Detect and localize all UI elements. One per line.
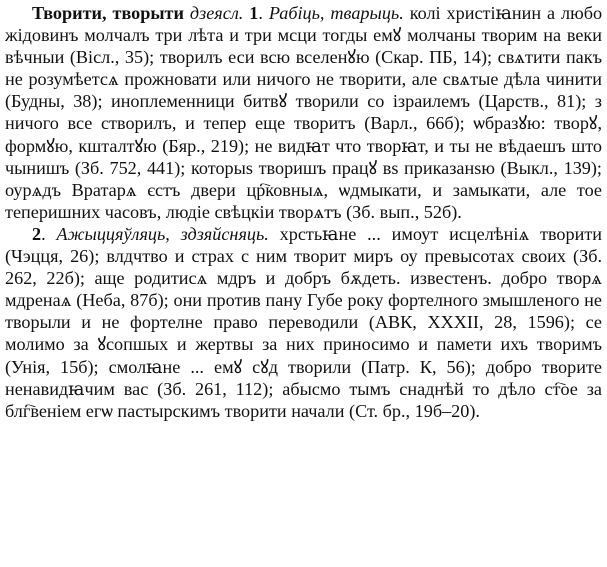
sense-1-paragraph: Творити, творыти дзеясл. 1. Рабіць, тварыць. колі христіꙗнин а любо жідовинъ молчалъ три лѣта и три мсци тогды емꙋ молчаны творим на веки вѣчныи (Вісл., 35); творилъ еси всю вселенꙋю (Скар. ПБ, 14); свѧтити пакъ не розумѣетсѧ прожновати или ничого не творити, але свѧтые дѣла чинити (Будны, 38); иноплеменници битвꙋ творили со ізраилемъ (Царств., 81); з ничого все створилъ, и тепер еще творитъ (Варл., 66б); ѡбразꙋю: творꙋ, формꙋю, кшталтꙋю (Бяр., 219); не видꙗт что творꙗт, и ты не вѣдаешъ што чынишъ (Зб. 752, 441); которыѕ творишъ працꙋ вѕ приказанѕю (Выкл., 139); оурѧдъ Вратарѧ єстъ двери цр҇ковныѧ, ѡдмыкати, и замыкати, але тое теперишних часовъ, людіе свѣцкіи творѧтъ (Зб. вып., 52б).	[5, 3, 603, 222]
sense-2-paragraph: 2. Ажыццяўляць, здзяйсняць. хрстьꙗне ... имоут исцелѣніѧ творити (Чэцця, 26); влдчтво и страх с ним творит миръ оу превысотах своих (Зб. 262, 22б); аще родитисѧ мдръ и добръ бѫдеть. известенъ. добро творѧ мдренаѧ (Неба, 87б); они против пану Губе року фортелного змышленого не творыли и не фортелне право переводили (АВК, XXXII, 28, 1596); се молимо за ꙋсопшых и жертвы за них приносимо и памети ихъ творимъ (Унія, 15б); смолꙗне ... емꙋ сꙋд творили (Патр. К, 56); добро творите ненавидꙗчим вас (Зб. 261, 112); абысмо тымъ снаднѣй то дѣло ст҇ое за блг҇веніем егѡ пастырскимъ творити начали (Ст. бр., 19б–20).	[5, 223, 603, 421]
headword: Творити, творыти	[32, 3, 184, 23]
sense-1-citations: колі христіꙗнин а любо жідовинъ молчалъ три лѣта и три мсци тогды емꙋ молчаны творим на веки вѣчныи (Вісл., 35); творилъ еси всю вселенꙋю (Скар. ПБ, 14); свѧтити пакъ не розумѣетсѧ прожновати или ничого не творити, але свѧтые дѣла чинити (Будны, 38); иноплеменници битвꙋ творили со ізраилемъ (Царств., 81); з ничого все створилъ, и тепер еще творитъ (Варл., 66б); ѡбразꙋю: творꙋ, формꙋю, кшталтꙋю (Бяр., 219); не видꙗт что творꙗт, и ты не вѣдаешъ што чынишъ (Зб. 752, 441); которыѕ творишъ працꙋ вѕ приказанѕю (Выкл., 139); оурѧдъ Вратарѧ єстъ двери цр҇ковныѧ, ѡдмыкати, и замыкати, але тое теперишних часовъ, людіе свѣцкіи творѧтъ (Зб. вып., 52б).	[5, 3, 603, 222]
sense-1-gloss: Рабіць, тварыць.	[268, 3, 404, 23]
sense-2-citations: хрстьꙗне ... имоут исцелѣніѧ творити (Чэцця, 26); влдчтво и страх с ним творит миръ оу превысотах своих (Зб. 262, 22б); аще родитисѧ мдръ и добръ бѫдеть. известенъ. добро творѧ мдренаѧ (Неба, 87б); они против пану Губе року фортелного змышленого не творыли и не фортелне право переводили (АВК, XXXII, 28, 1596); се молимо за ꙋсопшых и жертвы за них приносимо и памети ихъ творимъ (Унія, 15б); смолꙗне ... емꙋ сꙋд творили (Патр. К, 56); добро творите ненавидꙗчим вас (Зб. 261, 112); абысмо тымъ снаднѣй то дѣло ст҇ое за блг҇веніем егѡ пастырскимъ творити начали (Ст. бр., 19б–20).	[5, 223, 603, 421]
grammar-label: дзеясл.	[189, 3, 244, 23]
sense-1-number: 1	[249, 3, 259, 23]
sense-2-gloss: Ажыццяўляць, здзяйсняць.	[56, 223, 269, 244]
sense-2-number: 2	[32, 223, 42, 244]
